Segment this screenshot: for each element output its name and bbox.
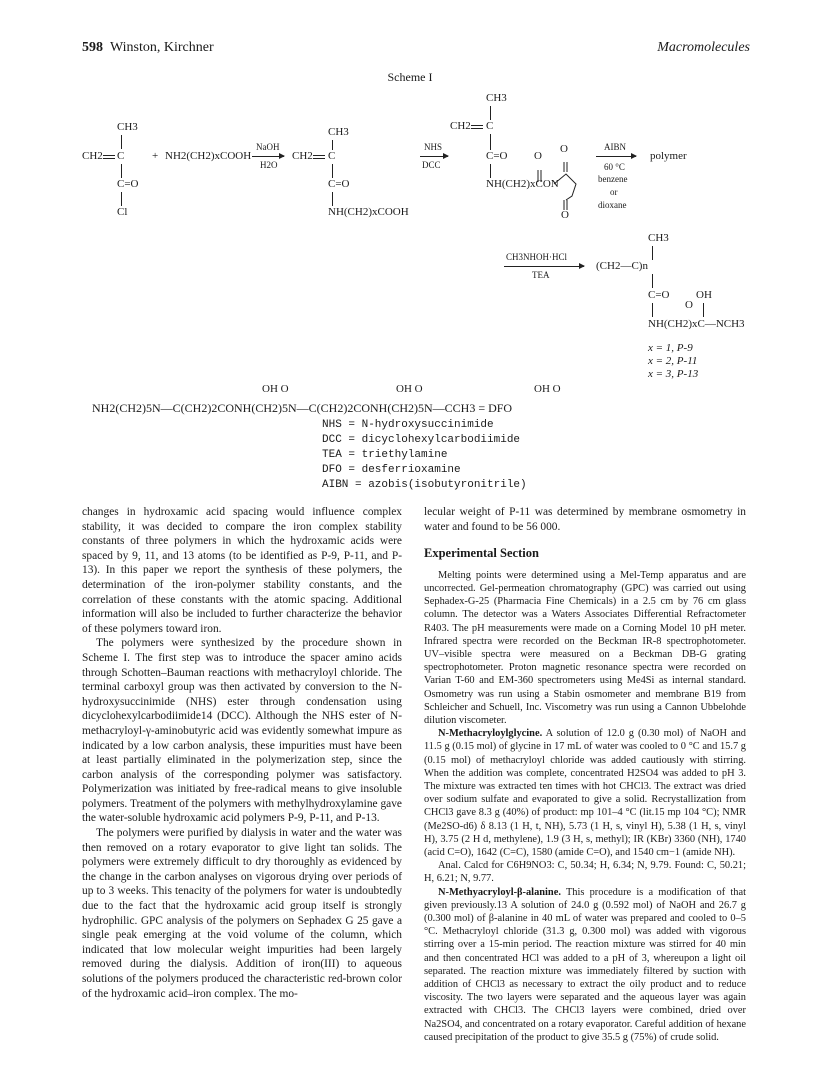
right-column <box>424 505 746 1044</box>
subsection-title: N-Methacryloylglycine. <box>438 728 543 740</box>
dfo-structure: NH2(CH2)5N—C(CH2)2CONH(CH2)5N—C(CH2)2CONH(CH2)5N—CCH3 = DFO <box>92 401 513 415</box>
poly-o: O <box>685 299 693 311</box>
legend-item: TEA = triethylamine <box>322 449 448 461</box>
bond <box>471 128 483 129</box>
paragraph-text: A solution of 12.0 g (0.30 mol) of NaOH and 11.5 g (0.15 mol) of glycine in 17 mL of water was cooled to 0 °C and 15.7 g (0.15 mol) of methacryloyl chloride was added cautiously with stirring. When the addition was complete, concentrated H2SO4 was added to pH 3. The mixture was extracted ten times with hot CHCl3. The extract was dried over sodium sulfate and evaporated to give a solid. Recrystallization from CHCl3 gave 8.3 g (40%) of product: mp 101–4 °C (lit.15 mp 104 °C); NMR (Me2SO-d6) δ 8.13 (1 H, t, NH), 5.73 (1 H, s, vinyl H), 5.38 (1 H, s, vinyl H), 3.75 (2 H d, methylene), 1.9 (3 H, s, methyl); IR (KBr) 3360 (NH), 1740 (acid C=O), 1642 (C=C), 1580 (amide C=O), and 1540 cm−1 (amide NH). <box>424 728 746 859</box>
poly-nh: NH(CH2)xC—NCH3 <box>648 318 745 330</box>
r1-c: C <box>117 150 125 162</box>
p2-ch3: CH3 <box>486 92 507 104</box>
bond <box>490 134 491 150</box>
x-value-1: x = 1, P-9 <box>648 342 693 354</box>
poly-co: C=O <box>648 289 670 301</box>
bond <box>332 164 333 178</box>
poly-ch3: CH3 <box>648 232 669 244</box>
bond <box>332 140 333 150</box>
arrow3-cond4: dioxane <box>598 200 627 210</box>
bond <box>652 303 653 317</box>
x-value-3: x = 3, P-13 <box>648 368 699 380</box>
arrow3-top: AIBN <box>604 142 626 152</box>
paragraph <box>424 886 746 1044</box>
bond <box>703 303 704 317</box>
bond <box>490 106 491 120</box>
p1-nh: NH(CH2)xCOOH <box>328 206 409 218</box>
dfo-oh-3: OH O <box>534 383 561 395</box>
bond <box>332 192 333 206</box>
r1-ch3: CH3 <box>117 121 138 133</box>
abbreviation-legend <box>322 418 527 493</box>
scheme-title: Scheme I <box>387 70 433 84</box>
arrow4-top: CH3NHOH·HCl <box>506 252 568 262</box>
arrow3-cond3: or <box>610 187 618 197</box>
arrow-4 <box>504 266 584 267</box>
r1-cl: Cl <box>117 206 128 218</box>
bond <box>103 158 115 159</box>
p1-co: C=O <box>328 178 350 190</box>
succinimide-ring <box>536 150 586 214</box>
arrow-1 <box>252 156 284 157</box>
bond <box>490 164 491 178</box>
p1-ch3: CH3 <box>328 126 349 138</box>
arrow1-top: NaOH <box>256 142 280 152</box>
bond <box>652 274 653 288</box>
paragraph: Anal. Calcd for C6H9NO3: C, 50.34; H, 6.34; N, 9.79. Found: C, 50.21; H, 6.21; N, 9.77. <box>424 860 746 885</box>
poly-chain: (CH2—C)n <box>596 260 648 272</box>
p2-o2: O <box>560 143 568 155</box>
paragraph: changes in hydroxamic acid spacing would influence complex stability, it was decided to compare the iron complex stability constants of three polymers in which the hydroxamic acids were spaced by 9, 11, and 13 atoms (to be identified as P-9, P-11, and P-13). In this paper we report the synthesis of these polymers, the determination of the iron-polymer stability constants, and the correlation of these constants with the atomic spacing. Additional information will also be included to further characterize the behavior of these polymers toward iron. <box>82 506 402 635</box>
bond <box>121 135 122 149</box>
left-column <box>82 505 402 1001</box>
bond <box>471 125 483 126</box>
bond <box>103 155 115 156</box>
bond <box>121 192 122 206</box>
dfo-oh-1: OH O <box>262 383 289 395</box>
paragraph: The polymers were purified by dialysis in water and the water was then removed on a rotary evaporator to give light tan solids. The polymers were extremely difficult to dry thoroughly as evidenced by the change in the carbon analyses on vigorous drying over periods of up to 3 weeks. This tenacity of the polymers for water is undoubtedly due to the fact that the hydroxamic acid group itself is strongly hydrophilic. GPC analysis of the polymers on Sephadex G 25 gave a single peak emerging at the void volume of the column, which indicated that low molecular weight impurities had been largely removed during the dialysis. Addition of iron(III) to aqueous solutions of the polymers produced the characteristic red-brown color of the hydroxamic acid–iron complex. The mo- <box>82 827 402 1000</box>
p1-c: C <box>328 150 336 162</box>
legend-item: DFO = desferrioxamine <box>322 464 461 476</box>
p2-o3: O <box>561 209 569 221</box>
paragraph <box>424 727 746 859</box>
bond <box>121 164 122 178</box>
r1-ch2: CH2 <box>82 150 103 162</box>
legend-item: DCC = dicyclohexylcarbodiimide <box>322 434 521 446</box>
paragraph: The polymers were synthesized by the procedure shown in Scheme I. The first step was to introduce the spacer amino acids through Schotten–Bauman reactions with methacryloyl chloride. The terminal carboxyl group was then activated by conversion to the N-hydroxysuccinimide (NHS) ester through condensation using dicyclohexylcarbodiimide14 (DCC). Although the NHS ester of N-methacryloyl-γ-aminobutyric acid was evidently somewhat impure as indicated by a low carbon analysis, these impurities must have been at least partially eliminated in the polymerization step, since the carbon analysis of the corresponding polymer was satisfactory. Polymerization was initiated by free-radical means to give insoluble polymers. Treatment of the polymers with methylhydroxylamine gave the water-soluble hydroxamic acid polymers P-9, P-11, and P-13. <box>82 637 402 825</box>
legend-item: AIBN = azobis(isobutyronitrile) <box>322 479 527 491</box>
poly-oh: OH <box>696 289 712 301</box>
section-heading: Experimental Section <box>424 546 539 561</box>
p1-ch2: CH2 <box>292 150 313 162</box>
p2-ch2: CH2 <box>450 120 471 132</box>
arrow2-top: NHS <box>424 142 443 152</box>
paragraph: lecular weight of P-11 was determined by membrane osmometry in water and found to be 56 000. <box>424 506 746 533</box>
paragraph: Melting points were determined using a Mel-Temp apparatus and are uncorrected. Gel-permeation chromatography (GPC) was carried out using Sephadex-G-25 (Pharmacia Fine Chemicals) in a 2.5 cm by 76 cm glass column. The detector was a Waters Associates Differential Refractometer R403. The pH measurements were made on a Corning Model 10 pH meter. Infrared spectra were recorded on the Beckman IR-8 spectrophotometer. UV–visible spectra were measured on a Beckman DB-G grating spectrophotometer. Proton magnetic resonance spectra were recorded on Varian T-60 and EM-360 spectrometers using Me4Si as internal standard. Osmometry was run using a Stabin osmometer and membrane B19 from Schleicher and Schuell, Inc. Viscometry was run using a Cannon Ubbelohde dilution viscometer. <box>424 569 746 727</box>
legend-item: NHS = N-hydroxysuccinimide <box>322 419 494 431</box>
arrow3-cond1: 60 °C <box>604 162 625 172</box>
plus-sign: + <box>152 150 159 162</box>
p2-nh: NH(CH2)xCON <box>486 178 559 190</box>
p2-co: C=O <box>486 150 508 162</box>
bond <box>652 246 653 260</box>
bond <box>313 158 325 159</box>
polymer-label: polymer <box>650 150 687 162</box>
x-value-2: x = 2, P-11 <box>648 355 698 367</box>
p2-c: C <box>486 120 494 132</box>
page-number: 598 <box>82 40 103 55</box>
dfo-oh-2: OH O <box>396 383 423 395</box>
arrow-3 <box>596 156 636 157</box>
arrow1-bottom: H2O <box>260 160 278 170</box>
p2-o1: O <box>534 150 542 162</box>
arrow2-bottom: DCC <box>422 160 441 170</box>
authors: Winston, Kirchner <box>110 40 214 55</box>
arrow3-cond2: benzene <box>598 174 628 184</box>
journal-name: Macromolecules <box>657 40 750 55</box>
r1-co: C=O <box>117 178 139 190</box>
arrow-2 <box>420 156 448 157</box>
subsection-title: N-Methyacryloyl-β-alanine. <box>438 886 561 898</box>
page-header-left <box>82 40 214 56</box>
paragraph-text: This procedure is a modification of that given previously.13 A solution of 24.0 g (0.592 mol) of NaOH and 26.7 g (0.300 mol) of β-alanine in 40 mL of water was prepared and cooled to 0–5 °C. Methacryloyl chloride (31.3 g, 0.300 mol) was added with vigorous stirring over a 15-min period. The reaction mixture was stirred for 40 min and then concentrated HCl was added to a pH of 3, whereupon a light oil separated. The reaction mixture was immediately filtered by suction with addition of CHCl3 as necessary to extract the oily product and to reduce viscosity. The two layers were separated and the aqueous layer was again extracted with CHCl3. The CHCl3 layers were combined, dried over Na2SO4, and concentrated on a rotary evaporator. Careful addition of hexane caused precipitation of the product to give 35.5 g (75%) of crude solid. <box>424 886 746 1043</box>
amine: NH2(CH2)xCOOH <box>165 150 252 162</box>
bond <box>313 155 325 156</box>
arrow4-bottom: TEA <box>532 270 550 280</box>
